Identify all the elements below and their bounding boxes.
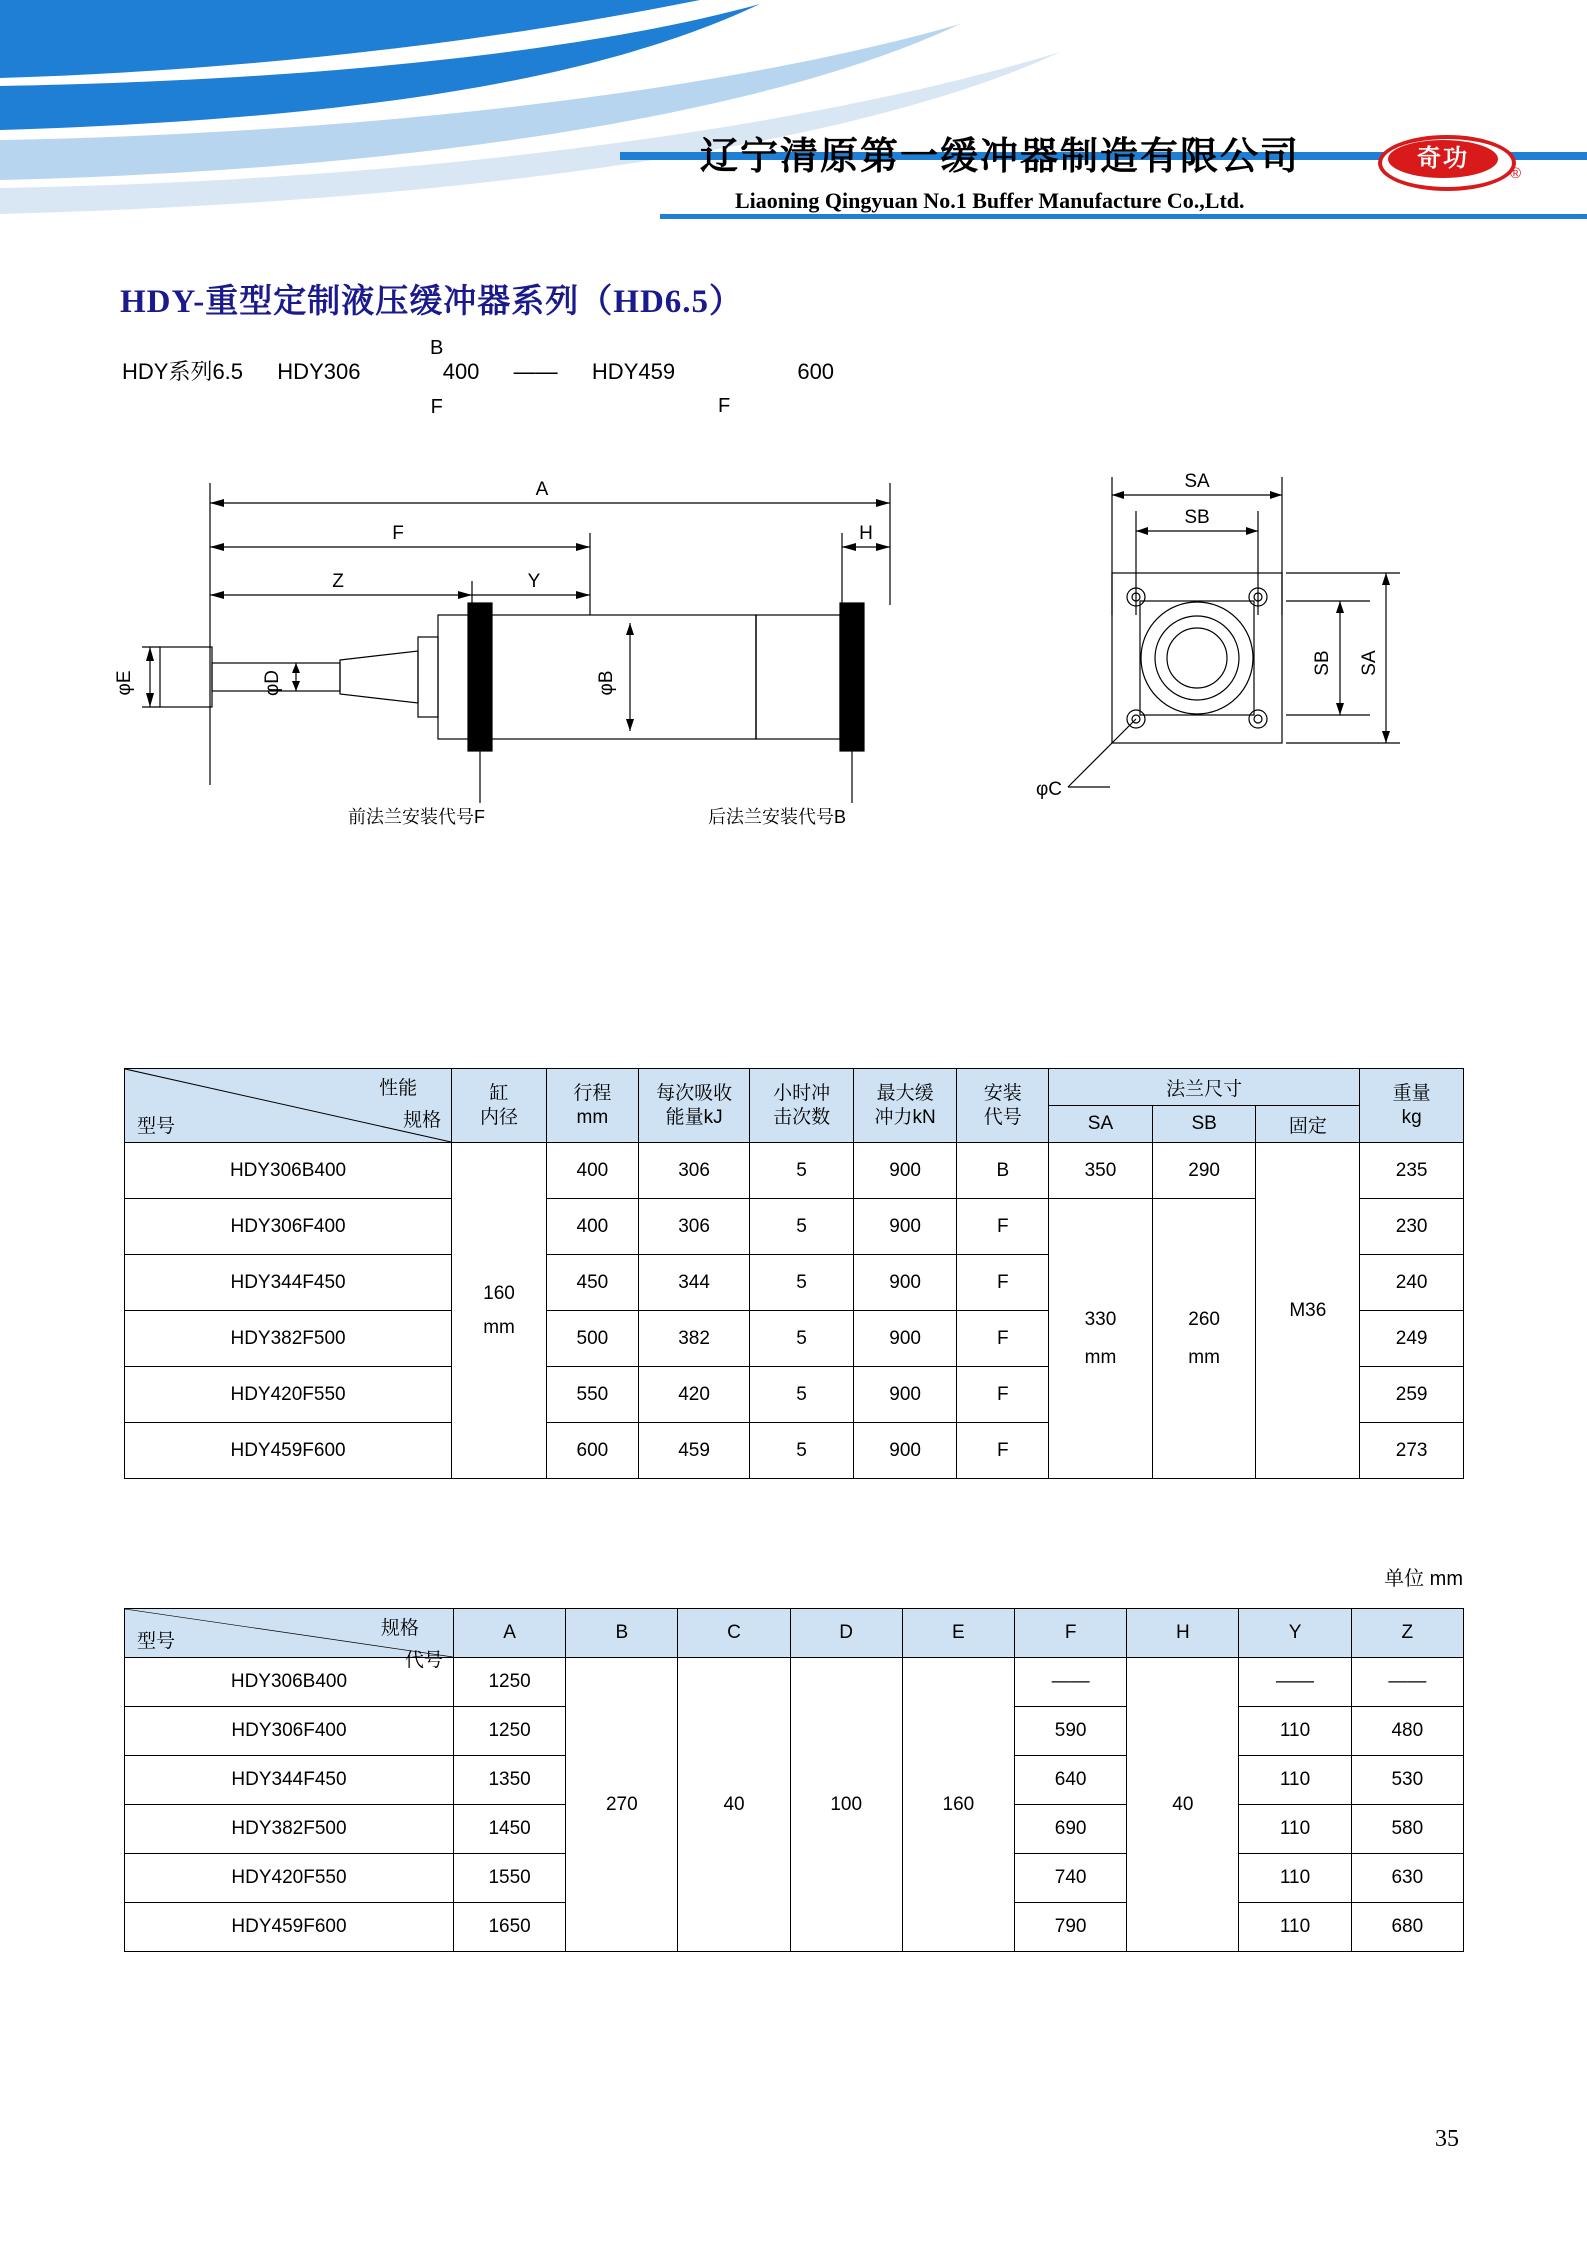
header-stroke: 行程 mm (546, 1069, 638, 1143)
cell-sa-merged: 330 mm (1049, 1199, 1153, 1479)
cell-Y: 110 (1239, 1903, 1351, 1952)
header-dim-D: D (790, 1609, 902, 1658)
header-dim-B: B (566, 1609, 678, 1658)
cell-Z: 630 (1351, 1854, 1463, 1903)
company-logo (1378, 135, 1526, 191)
corner-header-cell (125, 1069, 452, 1143)
cell-Z: 530 (1351, 1756, 1463, 1805)
cell-A: 1550 (453, 1854, 565, 1903)
cell-weight: 235 (1360, 1143, 1464, 1199)
cell-sb-merged: 260 mm (1152, 1199, 1256, 1479)
mount-code-f-start: F (430, 396, 443, 418)
cell-A: 1250 (453, 1658, 565, 1707)
cell-energy: 306 (638, 1199, 750, 1255)
corner-header-cell-2 (125, 1609, 454, 1671)
cell-model: HDY459F600 (125, 1423, 452, 1479)
cell-weight: 230 (1360, 1199, 1464, 1255)
header-flange-group: 法兰尺寸 (1049, 1069, 1360, 1106)
value-start: 400 (442, 359, 480, 384)
header-dim-Y: Y (1239, 1609, 1351, 1658)
value-end: 600 (797, 359, 835, 384)
cell-model: HDY344F450 (125, 1255, 452, 1311)
cell-force: 900 (853, 1311, 957, 1367)
model-end: HDY459 (591, 359, 676, 384)
table-row (125, 1143, 1464, 1199)
header-dim-F: F (1015, 1609, 1127, 1658)
page-number: 35 (1435, 2126, 1459, 2152)
cell-bore-merged: 160 mm (452, 1143, 547, 1479)
series-label: HDY系列6.5 (122, 359, 244, 384)
cell-Y: —— (1239, 1658, 1351, 1707)
mount-code-b-start: B (430, 337, 444, 359)
company-name-cn: 辽宁清原第一缓冲器制造有限公司 (700, 136, 1301, 178)
cell-frequency: 5 (750, 1423, 853, 1479)
corner-label-spec-2: 规格 (380, 1618, 419, 1639)
cell-fix-merged: M36 (1256, 1143, 1360, 1479)
cell-model: HDY306F400 (125, 1707, 454, 1756)
cell-model: HDY306F400 (125, 1199, 452, 1255)
cell-mount: F (957, 1199, 1049, 1255)
cell-Y: 110 (1239, 1756, 1351, 1805)
logo-text: 奇功 (1417, 146, 1469, 172)
cell-Y: 110 (1239, 1707, 1351, 1756)
cell-stroke: 450 (546, 1255, 638, 1311)
performance-table (124, 1068, 1464, 1479)
cell-model: HDY344F450 (125, 1756, 454, 1805)
cell-weight: 259 (1360, 1367, 1464, 1423)
cell-A: 1250 (453, 1707, 565, 1756)
cell-frequency: 5 (750, 1255, 853, 1311)
cell-model: HDY420F550 (125, 1367, 452, 1423)
cell-energy: 382 (638, 1311, 750, 1367)
header-sb: SB (1152, 1106, 1256, 1143)
mount-code-f-end: F (718, 395, 731, 417)
cell-energy: 459 (638, 1423, 750, 1479)
cell-frequency: 5 (750, 1311, 853, 1367)
cell-force: 900 (853, 1367, 957, 1423)
corner-label-model: 型号 (137, 1116, 176, 1137)
table2-header-row (125, 1609, 1464, 1658)
header-weight: 重量 kg (1360, 1069, 1464, 1143)
corner-label-performance: 性能 (379, 1078, 418, 1099)
cell-sb: 290 (1152, 1143, 1256, 1199)
cell-E-merged: 160 (902, 1658, 1014, 1952)
dim-label-phiD: φD (262, 669, 283, 697)
cell-A: 1650 (453, 1903, 565, 1952)
dimension-table-container (124, 1608, 1464, 1952)
dim-label-F: F (392, 523, 404, 544)
cell-D-merged: 100 (790, 1658, 902, 1952)
cell-Z: 680 (1351, 1903, 1463, 1952)
cell-energy: 420 (638, 1367, 750, 1423)
cell-stroke: 500 (546, 1311, 638, 1367)
cell-model: HDY420F550 (125, 1854, 454, 1903)
cell-mount: F (957, 1423, 1049, 1479)
cell-model: HDY459F600 (125, 1903, 454, 1952)
mount-code-stack-end (718, 337, 730, 418)
cell-sa: 350 (1049, 1143, 1153, 1199)
header-dim-A: A (453, 1609, 565, 1658)
note-front-flange: 前法兰安装代号F (348, 807, 485, 827)
cell-F: 790 (1015, 1903, 1127, 1952)
dim-label-SA-right: SA (1359, 650, 1380, 676)
dim-label-Z: Z (332, 571, 344, 592)
cell-energy: 306 (638, 1143, 750, 1199)
header-fix: 固定 (1256, 1106, 1360, 1143)
cell-F: 740 (1015, 1854, 1127, 1903)
dimension-table (124, 1608, 1464, 1952)
logo-registered-mark: ® (1510, 165, 1522, 182)
range-dash: —— (513, 359, 558, 384)
cell-frequency: 5 (750, 1199, 853, 1255)
cell-Z: 480 (1351, 1707, 1463, 1756)
cell-F: 590 (1015, 1707, 1127, 1756)
cell-energy: 344 (638, 1255, 750, 1311)
cell-F: 690 (1015, 1805, 1127, 1854)
cell-mount: F (957, 1367, 1049, 1423)
cell-stroke: 400 (546, 1199, 638, 1255)
dim-label-SB-top: SB (1184, 507, 1210, 528)
dim-label-phiE: φE (114, 670, 135, 696)
cell-Z: —— (1351, 1658, 1463, 1707)
unit-note: 单位 mm (1384, 1568, 1463, 1590)
cell-model: HDY382F500 (125, 1805, 454, 1854)
cell-weight: 240 (1360, 1255, 1464, 1311)
cell-stroke: 550 (546, 1367, 638, 1423)
cell-F: —— (1015, 1658, 1127, 1707)
cell-model: HDY382F500 (125, 1311, 452, 1367)
cell-model: HDY306B400 (125, 1658, 454, 1707)
cell-mount: B (957, 1143, 1049, 1199)
header-mount-code: 安装 代号 (957, 1069, 1049, 1143)
cell-stroke: 600 (546, 1423, 638, 1479)
dim-label-SB-right: SB (1312, 650, 1333, 676)
header-dim-C: C (678, 1609, 790, 1658)
cell-C-merged: 40 (678, 1658, 790, 1952)
page-title: HDY-重型定制液压缓冲器系列（HD6.5） (120, 284, 744, 320)
dim-label-A: A (535, 479, 549, 500)
cell-weight: 273 (1360, 1423, 1464, 1479)
header-energy: 每次吸收 能量kJ (638, 1069, 750, 1143)
corner-label-code-2: 代号 (404, 1650, 443, 1671)
technical-drawing (100, 455, 1500, 925)
dim-label-H: H (859, 523, 873, 544)
header-dim-H: H (1127, 1609, 1239, 1658)
cell-force: 900 (853, 1143, 957, 1199)
header-dim-Z: Z (1351, 1609, 1463, 1658)
cell-Y: 110 (1239, 1854, 1351, 1903)
header-bore: 缸 内径 (452, 1069, 547, 1143)
model-start: HDY306 (277, 359, 361, 384)
page-header (0, 0, 1587, 245)
cell-Y: 110 (1239, 1805, 1351, 1854)
cell-A: 1450 (453, 1805, 565, 1854)
cell-force: 900 (853, 1255, 957, 1311)
header-force: 最大缓 冲力kN (853, 1069, 957, 1143)
header-sa: SA (1049, 1106, 1153, 1143)
cell-force: 900 (853, 1423, 957, 1479)
dim-label-phiB: φB (596, 670, 617, 696)
cell-stroke: 400 (546, 1143, 638, 1199)
cell-H-merged: 40 (1127, 1658, 1239, 1952)
dim-label-Y: Y (527, 571, 541, 592)
dim-label-SA-top: SA (1184, 471, 1210, 492)
performance-table-container (124, 1068, 1464, 1479)
dim-label-phiC: φC (1035, 779, 1062, 800)
cell-frequency: 5 (750, 1367, 853, 1423)
company-name-en: Liaoning Qingyuan No.1 Buffer Manufacture Co.,Ltd. (735, 188, 1245, 213)
cell-model: HDY306B400 (125, 1143, 452, 1199)
header-dim-E: E (902, 1609, 1014, 1658)
mount-code-stack-start (430, 337, 443, 419)
corner-label-spec: 规格 (403, 1110, 442, 1131)
cell-F: 640 (1015, 1756, 1127, 1805)
cell-frequency: 5 (750, 1143, 853, 1199)
corner-label-model-2: 型号 (137, 1631, 176, 1652)
header-frequency: 小时冲 击次数 (750, 1069, 853, 1143)
cell-B-merged: 270 (566, 1658, 678, 1952)
cell-weight: 249 (1360, 1311, 1464, 1367)
table-header-row-1 (125, 1069, 1464, 1106)
note-rear-flange: 后法兰安装代号B (708, 807, 847, 827)
table-row (125, 1658, 1464, 1707)
cell-mount: F (957, 1311, 1049, 1367)
cell-force: 900 (853, 1199, 957, 1255)
cell-Z: 580 (1351, 1805, 1463, 1854)
cell-mount: F (957, 1255, 1049, 1311)
cell-A: 1350 (453, 1756, 565, 1805)
